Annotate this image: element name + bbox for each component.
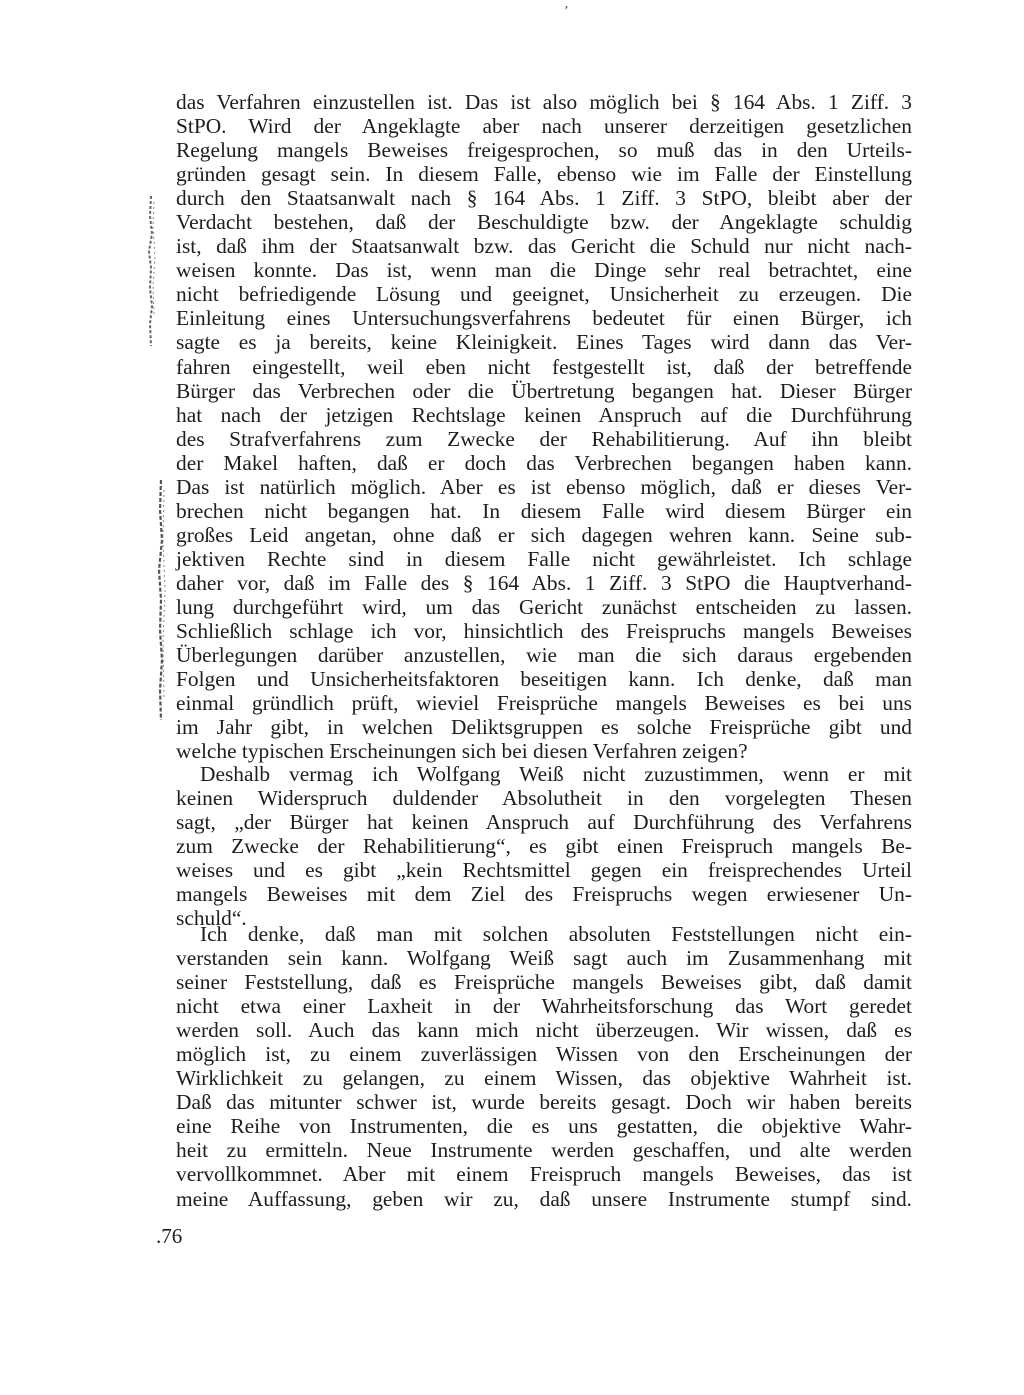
text-line: Verdacht bestehen, daß der Beschuldigte bzw. der Angeklagte schuldig: [176, 210, 912, 235]
text-line: durch den Staatsanwalt nach § 164 Abs. 1 Ziff. 3 StPO, bleibt aber der: [176, 186, 912, 211]
text-line: Bürger das Verbrechen oder die Übertretung begangen hat. Dieser Bürger: [176, 378, 912, 403]
text-line: eine Reihe von Instrumenten, die es uns gestatten, die objektive Wahr-: [176, 1114, 912, 1139]
text-line: vervollkommnet. Aber mit einem Freispruch mangels Beweises, das ist: [176, 1162, 912, 1187]
text-line: gründen gesagt sein. In diesem Falle, ebenso wie im Falle der Einstellung: [176, 162, 912, 187]
text-line: ist, daß ihm der Staatsanwalt bzw. das Gericht die Schuld nur nicht nach-: [176, 234, 912, 259]
text-line: Einleitung eines Untersuchungsverfahrens bedeutet für einen Bürger, ich: [176, 306, 912, 331]
margin-ink-mark: [154, 480, 168, 720]
text-line: nicht etwa einer Laxheit in der Wahrheitsforschung das Wort geredet: [176, 994, 912, 1019]
paragraph: [176, 922, 912, 1211]
text-line: Regelung mangels Beweises freigesprochen, so muß das in den Urteils-: [176, 138, 912, 163]
text-line: großes Leid angetan, ohne daß er sich dagegen wehren kann. Seine sub-: [176, 522, 912, 547]
stray-ink-mark: ’: [564, 4, 569, 19]
text-line: heit zu ermitteln. Neue Instrumente werden geschaffen, und alte werden: [176, 1138, 912, 1163]
text-line: meine Auffassung, geben wir zu, daß unsere Instrumente stumpf sind.: [176, 1186, 912, 1211]
text-line: nicht befriedigende Lösung und geeignet, Unsicherheit zu erzeugen. Die: [176, 282, 912, 307]
text-line: weisen konnte. Das ist, wenn man die Dinge sehr real betrachtet, eine: [176, 258, 912, 283]
text-line: hat nach der jetzigen Rechtslage keinen Anspruch auf die Durchführung: [176, 402, 912, 427]
text-line: sagte es ja bereits, keine Kleinigkeit. Eines Tages wird dann das Ver-: [176, 330, 912, 355]
text-line: Das ist natürlich möglich. Aber es ist ebenso möglich, daß er dieses Ver-: [176, 474, 912, 499]
text-line: möglich ist, zu einem zuverlässigen Wissen von den Erscheinungen der: [176, 1042, 912, 1067]
text-line: Folgen und Unsicherheitsfaktoren beseitigen kann. Ich denke, daß man: [176, 667, 912, 692]
margin-ink-mark: [144, 196, 158, 346]
page-number: .76: [156, 1224, 183, 1248]
text-line: zum Zwecke der Rehabilitierung“, es gibt einen Freispruch mangels Be-: [176, 834, 912, 859]
text-line: Daß das mitunter schwer ist, wurde bereits gesagt. Doch wir haben bereits: [176, 1090, 912, 1115]
text-line: StPO. Wird der Angeklagte aber nach unserer derzeitigen gesetzlichen: [176, 114, 912, 139]
text-line: keinen Widerspruch duldender Absolutheit in den vorgelegten Thesen: [176, 786, 912, 811]
text-line: schuld“.: [176, 906, 247, 931]
text-line: Schließlich schlage ich vor, hinsichtlich des Freispruchs mangels Beweises: [176, 619, 912, 644]
text-line: der Makel haften, daß er doch das Verbrechen begangen haben kann.: [176, 450, 912, 475]
text-line: des Strafverfahrens zum Zwecke der Rehabilitierung. Auf ihn bleibt: [176, 426, 912, 451]
text-line: weises und es gibt „kein Rechtsmittel gegen ein freisprechendes Urteil: [176, 858, 912, 883]
text-line: daher vor, daß im Falle des § 164 Abs. 1 Ziff. 3 StPO die Hauptverhand-: [176, 570, 912, 595]
paragraph: [176, 762, 912, 930]
paragraph: [176, 90, 912, 763]
text-line: verstanden sein kann. Wolfgang Weiß sagt auch im Zusammenhang mit: [176, 946, 912, 971]
text-line: Wirklichkeit zu gelangen, zu einem Wissen, das objektive Wahrheit ist.: [176, 1066, 912, 1091]
text-line: Ich denke, daß man mit solchen absoluten Feststellungen nicht ein-: [200, 922, 912, 946]
text-line: im Jahr gibt, in welchen Deliktsgruppen es solche Freisprüche gibt und: [176, 715, 912, 740]
text-line: seiner Feststellung, daß es Freisprüche mangels Beweises gibt, daß damit: [176, 970, 912, 995]
text-line: welche typischen Erscheinungen sich bei diesen Verfahren zeigen?: [176, 739, 748, 764]
text-line: einmal gründlich prüft, wieviel Freisprüche mangels Beweises es bei uns: [176, 691, 912, 716]
text-line: werden soll. Auch das kann mich nicht überzeugen. Wir wissen, daß es: [176, 1018, 912, 1043]
text-line: mangels Beweises mit dem Ziel des Freispruchs wegen erwiesener Un-: [176, 882, 912, 907]
text-line: brechen nicht begangen hat. In diesem Falle wird diesem Bürger ein: [176, 498, 912, 523]
text-line: sagt, „der Bürger hat keinen Anspruch auf Durchführung des Verfahrens: [176, 810, 912, 835]
text-line: Überlegungen darüber anzustellen, wie man die sich daraus ergebenden: [176, 643, 912, 668]
text-line: Deshalb vermag ich Wolfgang Weiß nicht zuzustimmen, wenn er mit: [200, 762, 912, 786]
text-line: lung durchgeführt wird, um das Gericht zunächst entscheiden zu lassen.: [176, 594, 912, 619]
text-line: das Verfahren einzustellen ist. Das ist also möglich bei § 164 Abs. 1 Ziff. 3: [176, 90, 912, 114]
text-line: fahren eingestellt, weil eben nicht festgestellt ist, daß der betreffende: [176, 354, 912, 379]
text-line: jektiven Rechte sind in diesem Falle nicht gewährleistet. Ich schlage: [176, 546, 912, 571]
